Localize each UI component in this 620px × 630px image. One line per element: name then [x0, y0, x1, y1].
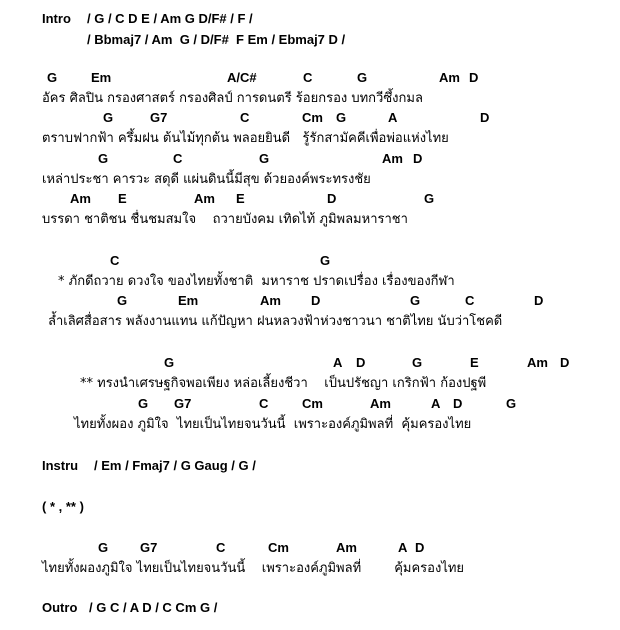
- chord: C: [173, 151, 183, 166]
- chord: G: [412, 355, 423, 370]
- chord: G7: [174, 396, 192, 411]
- chord: Am: [70, 191, 91, 206]
- chord: E: [118, 191, 127, 206]
- repeat-marker: ( * , ** ): [42, 499, 84, 514]
- chord: Cm: [302, 110, 323, 125]
- chord: Am: [260, 293, 281, 308]
- chord: G: [320, 253, 331, 268]
- chord: D: [480, 110, 490, 125]
- instru-line: / Em / Fmaj7 / G Gaug / G /: [94, 458, 256, 473]
- verse1-lyric-4: บรรดา ชาติชน ชื่นชมสมใจ ถวายบังคม เทิดไท้ ภูมิพลมหาราชา: [42, 212, 408, 227]
- chord: A: [333, 355, 343, 370]
- chord: G: [117, 293, 128, 308]
- chorus2-lyric-1: ** ทรงนำเศรษฐกิจพอเพียง หล่อเลี้ยงชีวา เป็นปรัชญา เกริกฟ้า ก้องปฐพี: [80, 376, 487, 391]
- outro-line: / G C / A D / C Cm G /: [89, 600, 218, 615]
- chord: G: [424, 191, 435, 206]
- chord: G: [103, 110, 114, 125]
- chord: G7: [150, 110, 168, 125]
- chord: D: [560, 355, 570, 370]
- chord: D: [327, 191, 337, 206]
- chord: Am: [382, 151, 403, 166]
- chord: G: [357, 70, 368, 85]
- ending-lyric: ไทยทั้งผองภูมิใจ ไทยเป็นไทยจนวันนี้ เพราะองค์ภูมิพลที่ คุ้มครองไทย: [42, 561, 465, 576]
- chord: D: [311, 293, 321, 308]
- chord: G: [410, 293, 421, 308]
- verse1-lyric-3: เหล่าประชา คารวะ สดุดี แผ่นดินนี้มีสุข ด้วยองค์พระทรงชัย: [42, 172, 371, 187]
- intro-label: Intro: [42, 11, 71, 26]
- chord: E: [236, 191, 245, 206]
- chord: Am: [336, 540, 357, 555]
- chord: A: [431, 396, 441, 411]
- chord: Cm: [302, 396, 323, 411]
- chord: Am: [439, 70, 460, 85]
- chord: G: [336, 110, 347, 125]
- chord: C: [240, 110, 250, 125]
- intro-line-1: / G / C D E / Am G D/F# / F /: [87, 11, 253, 26]
- chord: Em: [91, 70, 112, 85]
- chord: G: [98, 540, 109, 555]
- chord: G: [138, 396, 149, 411]
- chord: C: [110, 253, 120, 268]
- chord: Cm: [268, 540, 289, 555]
- intro-line-2: / Bbmaj7 / Am G / D/F# F Em / Ebmaj7 D /: [87, 32, 346, 47]
- instru-label: Instru: [42, 458, 79, 473]
- verse1-lyric-1: อัคร ศิลปิน กรองศาสตร์ กรองศิลป์ การดนตรี ร้อยกรอง บทกวีซึ้งกมล: [42, 91, 423, 106]
- chord: D: [356, 355, 366, 370]
- chorus2-lyric-2: ไทยทั้งผอง ภูมิใจ ไทยเป็นไทยจนวันนี้ เพราะองค์ภูมิพลที่ คุ้มครองไทย: [74, 417, 472, 432]
- chord: G7: [140, 540, 158, 555]
- chord: C: [259, 396, 269, 411]
- chord: Am: [370, 396, 391, 411]
- chord: Am: [194, 191, 215, 206]
- chord: E: [470, 355, 479, 370]
- chord: G: [98, 151, 109, 166]
- outro-label: Outro: [42, 600, 78, 615]
- chorus1-lyric-2: ล้ำเลิศสื่อสาร พลังงานแทน แก้ปัญหา ฝนหลวงฟ้าห่วงชาวนา ชาติไทย นับว่าโชคดี: [48, 314, 503, 329]
- chord: C: [303, 70, 313, 85]
- chord: A: [398, 540, 408, 555]
- chord: D: [469, 70, 479, 85]
- chord: D: [415, 540, 425, 555]
- chord: D: [453, 396, 463, 411]
- chord: A/C#: [227, 70, 257, 85]
- chord: D: [413, 151, 423, 166]
- chord: D: [534, 293, 544, 308]
- chord: G: [47, 70, 58, 85]
- chord: C: [465, 293, 475, 308]
- chorus1-lyric-1: * ภักดีถวาย ดวงใจ ของไทยทั้งชาติ มหาราช ปราดเปรื่อง เรื่องของกีฬา: [58, 274, 455, 289]
- chord: Em: [178, 293, 199, 308]
- chord: G: [259, 151, 270, 166]
- chord: G: [506, 396, 517, 411]
- chord: C: [216, 540, 226, 555]
- chord: A: [388, 110, 398, 125]
- chord: G: [164, 355, 175, 370]
- chord: Am: [527, 355, 548, 370]
- verse1-lyric-2: ตราบฟากฟ้า ครึ้มฝน ต้นไม้ทุกต้น พลอยยินดี รู้รักสามัคคีเพื่อพ่อแห่งไทย: [42, 131, 449, 146]
